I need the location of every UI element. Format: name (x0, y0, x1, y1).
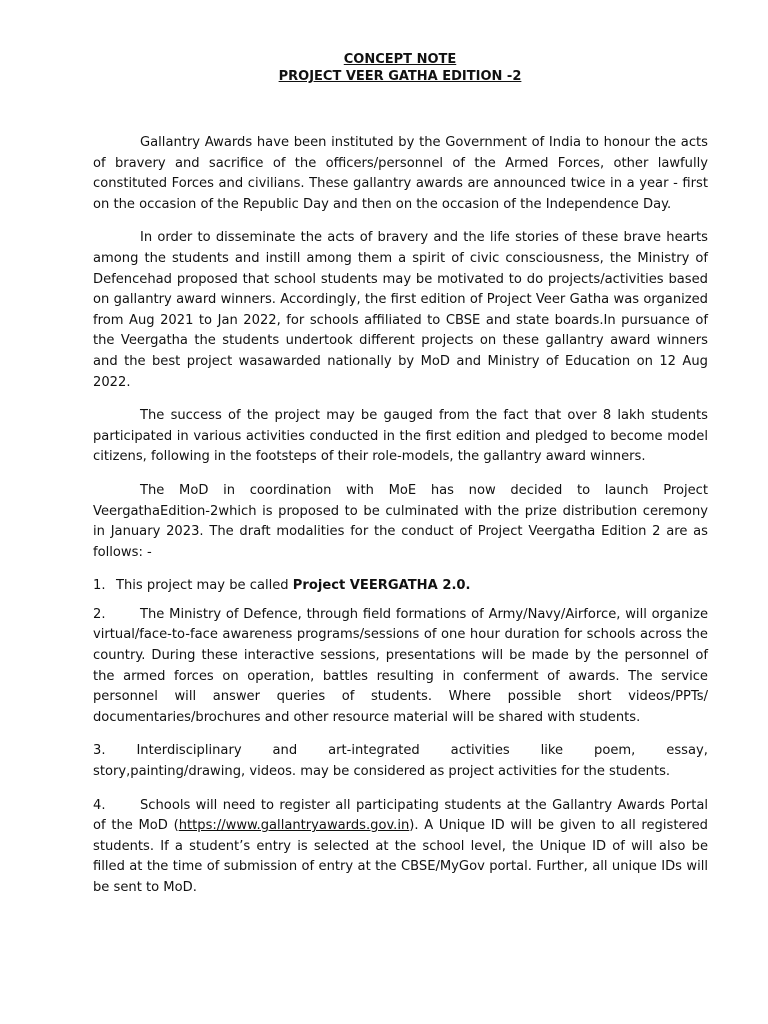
paragraph-success: The success of the project may be gauged from the fact that over 8 lakh students participated in various activities conducted in the first edition and pledged to become model citizens, following in the footsteps of their role-models, the gallantry award winners. (93, 408, 708, 465)
list-item-1 (93, 576, 708, 597)
list-text: Schools will need to register all participating students at the Gallantry Awards Portal of the MoD (https://www.gallantryawards.gov.in). A Unique ID will be given to all registered students. If a student’s entry is selected at the school level, the Unique ID of will also be filled at the time of submission of entry at the CBSE/MyGov portal. Further, all unique IDs will be sent to MoD. (93, 797, 708, 895)
document-heading: CONCEPT NOTE (343, 52, 457, 67)
list-item-3 (93, 741, 708, 782)
list-item-3-first-line (93, 741, 708, 762)
paragraph-dissemination: In order to disseminate the acts of bravery and the life stories of these brave hearts among the students and instill among them a spirit of civic consciousness, the Ministry of Defencehad proposed that school students may be motivated to do projects/activities based on gallantry award winners. Accordingly, the first edition of Project Veer Gatha was organized from Aug 2021 to Jan 2022, for schools affiliated to CBSE and state boards.In pursuance of the Veergatha the students undertook different projects on these gallantry award winners and the best project wasawarded nationally by MoD and Ministry of Education on 12 Aug 2022. (93, 230, 708, 390)
list-text: The Ministry of Defence, through field formations of Army/Navy/Airforce, will organize virtual/face-to-face awareness programs/sessions of one hour duration for schools across the country. During these interactive sessions, presentations will be made by the personnel of the armed forces on operation, battles resulting in conferment of awards. The service personnel will answer queries of students. Where possible short videos/PPTs/ documentaries/brochures and other resource material will be shared with students. (93, 606, 708, 725)
list-number: 1. (93, 578, 106, 594)
project-name: Project VEERGATHA 2.0. (292, 578, 471, 594)
list-number: 4. (93, 797, 106, 813)
word: essay, (666, 743, 708, 759)
word: like (540, 743, 564, 759)
word: art-integrated (328, 743, 420, 759)
word: Interdisciplinary (136, 743, 242, 759)
list-item-4 (93, 796, 708, 899)
list-item-2 (93, 605, 708, 729)
gallantry-awards-portal-link[interactable]: https://www.gallantryawards.gov.in (178, 818, 410, 834)
word: poem, (594, 743, 636, 759)
document-body (93, 133, 708, 912)
paragraph-launch: The MoD in coordination with MoE has now decided to launch Project VeergathaEdition-2which is proposed to be culminated with the prize distribution ceremony in January 2023. The draft modalities for the conduct of Project Veergatha Edition 2 are as follows: - (93, 482, 708, 560)
document-subheading: PROJECT VEER GATHA EDITION -2 (278, 69, 522, 84)
paragraph-gallantry-awards: Gallantry Awards have been instituted by the Government of India to honour the acts of bravery and sacrifice of the officers/personnel of the Armed Forces, other lawfully constituted Forces and civilians. These gallantry awards are announced twice in a year - first on the occasion of the Republic Day and then on the occasion of the Independence Day. (93, 135, 708, 212)
word: activities (450, 743, 510, 759)
list-text: story,painting/drawing, videos. may be considered as project activities for the students. (93, 764, 671, 780)
list-text: This project may be called Project VEERGATHA 2.0. (116, 578, 471, 594)
list-number: 2. (93, 606, 106, 622)
list-number: 3. (93, 743, 106, 759)
word: and (272, 743, 298, 759)
